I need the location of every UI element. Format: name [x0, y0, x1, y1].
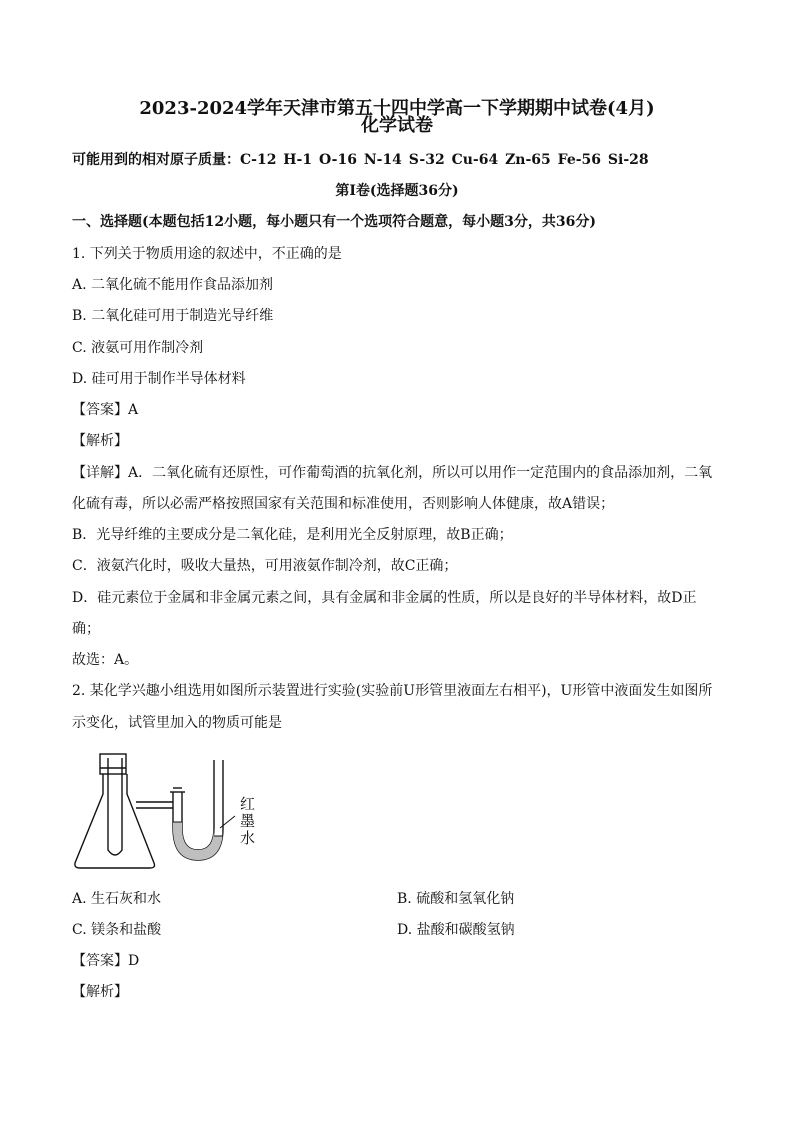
question-2-option-b: B. 硫酸和氢氧化钠 — [397, 891, 515, 907]
question-1-option-c: C. 液氨可用作制冷剂 — [72, 340, 204, 356]
conical-flask — [75, 774, 155, 868]
question-1-option-a: A. 二氧化硫不能用作食品添加剂 — [72, 277, 274, 293]
label-pointer — [220, 816, 235, 828]
question-1-option-d: D. 硅可用于制作半导体材料 — [72, 371, 246, 387]
question-1-stem: 1. 下列关于物质用途的叙述中，不正确的是 — [72, 246, 342, 262]
question-2-analysis-label: 【解析】 — [72, 984, 128, 1000]
question-1-detail-line: 化硫有毒，所以必需严格按照国家有关范围和标准使用，否则影响人体健康，故A错误； — [72, 496, 615, 512]
question-2-answer: 【答案】D — [72, 953, 140, 969]
subject-title: 化学试卷 — [361, 115, 433, 136]
question-2-stem-line: 2. 某化学兴趣小组选用如图所示装置进行实验(实验前U形管里液面左右相平)，U形管中液面发生如图所 — [72, 683, 713, 699]
question-1-detail-line: 【详解】A．二氧化硫有还原性，可作葡萄酒的抗氧化剂，所以可以用作一定范围内的食品添加剂，二氧 — [72, 465, 713, 481]
question-1-analysis-label: 【解析】 — [72, 433, 128, 449]
question-1-detail-line: 确； — [72, 621, 100, 637]
u-tube-inner — [182, 760, 214, 850]
question-1-detail-line: 故选：A。 — [72, 652, 139, 668]
question-1-option-b: B. 二氧化硅可用于制造光导纤维 — [72, 308, 274, 324]
question-2-option-d: D. 盐酸和碳酸氢钠 — [397, 922, 515, 938]
question-1-detail-line: C．液氨汽化时，吸收大量热，可用液氨作制冷剂，故C正确； — [72, 558, 458, 574]
exam-title: 2023-2024学年天津市第五十四中学高一下学期期中试卷(4月) — [139, 98, 655, 119]
question-1-detail-line: D．硅元素位于金属和非金属元素之间，具有金属和非金属的性质，所以是良好的半导体材料，故D正 — [72, 590, 697, 606]
question-2-option-c: C. 镁条和盐酸 — [72, 922, 162, 938]
section-instructions: 一、选择题(本题包括12小题，每小题只有一个选项符合题意，每小题3分，共36分) — [72, 214, 596, 230]
question-2-stem-line: 示变化，试管里加入的物质可能是 — [72, 715, 282, 731]
question-2-option-a: A. 生石灰和水 — [72, 891, 162, 907]
question-1-detail-line: B．光导纤维的主要成分是二氧化硅，是利用光全反射原理，故B正确； — [72, 527, 513, 543]
red-ink-label-char: 水 — [240, 829, 256, 847]
question-1-answer: 【答案】A — [72, 402, 139, 418]
red-ink-label-char: 红 — [240, 795, 256, 813]
red-ink-label-char: 墨 — [240, 812, 256, 830]
atomic-masses: 可能用到的相对原子质量：C-12 H-1 O-16 N-14 S-32 Cu-64 Zn-65 Fe-56 Si-28 — [72, 152, 649, 168]
section-heading: 第Ⅰ卷(选择题36分) — [335, 183, 459, 199]
